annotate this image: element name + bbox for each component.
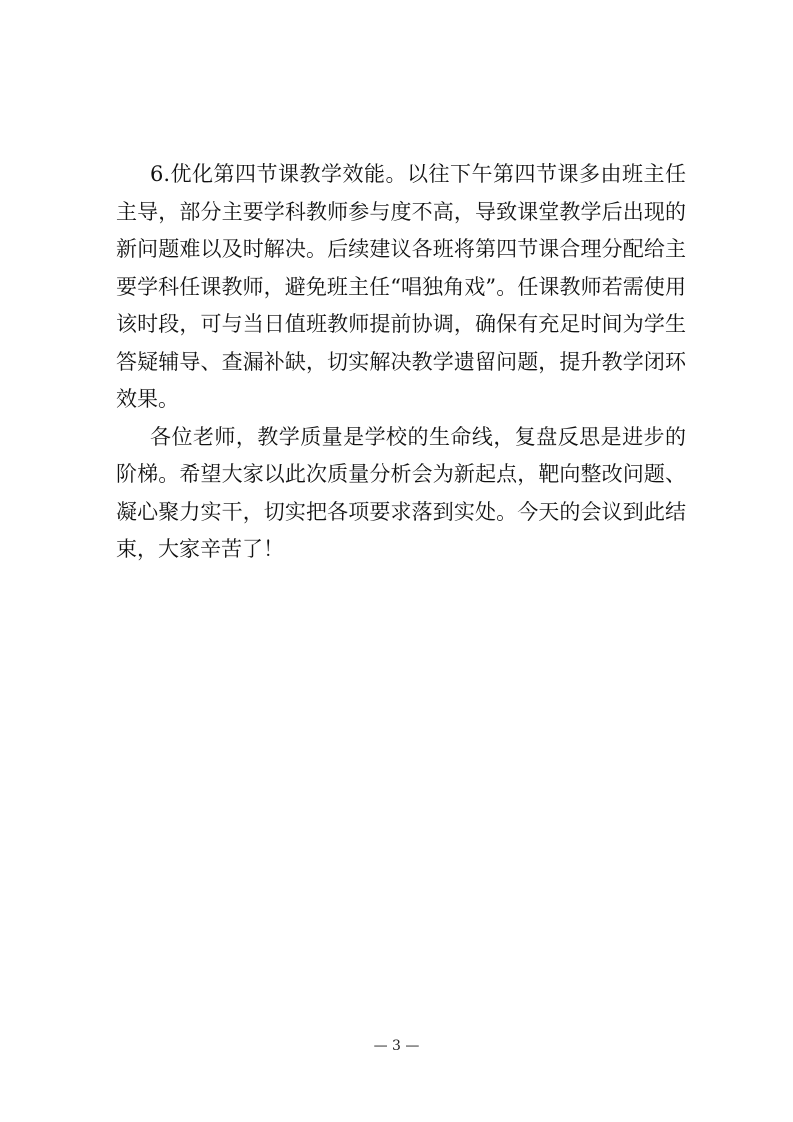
- paragraph-line: 新问题难以及时解决。后续建议各班将第四节课合理分配给主: [116, 237, 686, 261]
- paragraph-closing-remarks: [116, 419, 686, 569]
- paragraph-line: 效果。: [116, 387, 179, 411]
- paragraph-line: 答疑辅导、查漏补缺，切实解决教学遗留问题，提升教学闭环: [116, 349, 686, 374]
- paragraph-line: 各位老师，教学质量是学校的生命线，复盘反思是进步的: [150, 424, 686, 449]
- paragraph-line: 束，大家辛苦了！: [116, 537, 284, 561]
- paragraph-line: 凝心聚力实干，切实把各项要求落到实处。今天的会议到此结: [116, 499, 686, 524]
- paragraph-line: 该时段，可与当日值班教师提前协调，确保有充足时间为学生: [116, 312, 686, 336]
- paragraph-line: 要学科任课教师，避免班主任“唱独角戏”。任课教师若需使用: [116, 274, 686, 299]
- paragraph-line: 阶梯。希望大家以此次质量分析会为新起点，靶向整改问题、: [116, 462, 686, 486]
- paragraph-teaching-efficiency: [116, 156, 686, 419]
- paragraph-line: 主导，部分主要学科教师参与度不高，导致课堂教学后出现的: [116, 199, 686, 224]
- paragraph-line: 6.优化第四节课教学效能。以往下午第四节课多由班主任: [150, 162, 686, 186]
- page-number: — 3 —: [373, 1038, 420, 1054]
- document-body: [116, 156, 686, 569]
